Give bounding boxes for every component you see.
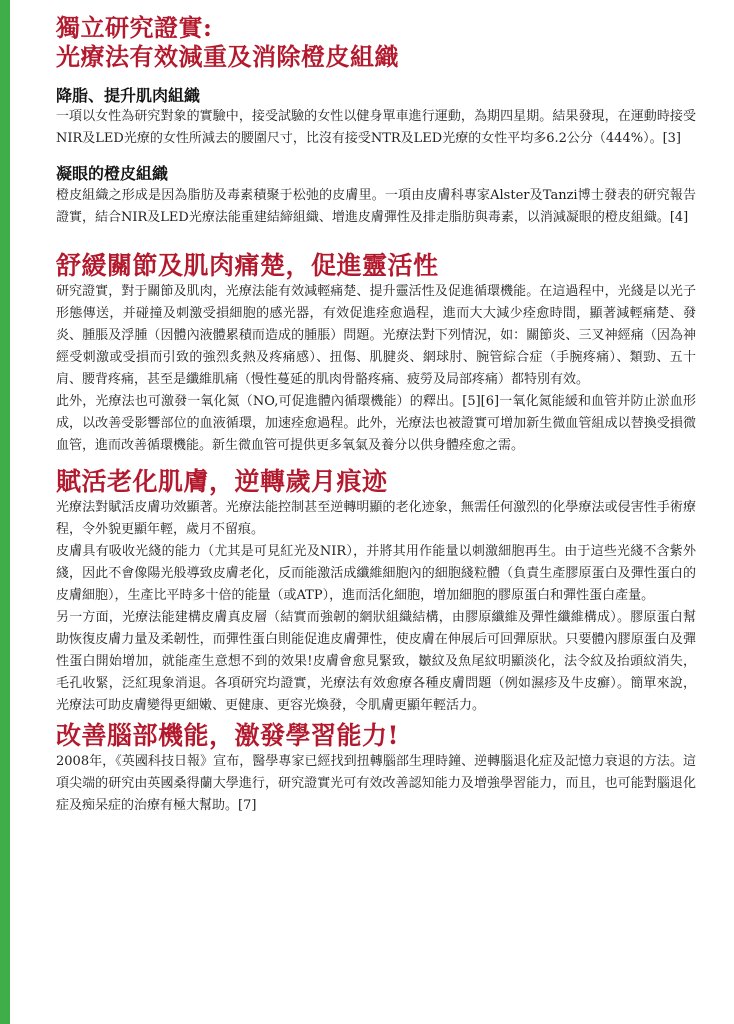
title-line-2: 光療法有效減重及消除橙皮組織 <box>56 41 399 71</box>
brain-heading: 改善腦部機能，激發學習能力! <box>56 721 399 751</box>
brain-body: 2008年，《英國科技日報》宣布，醫學專家已經找到扭轉腦部生理時鐘、逆轉腦退化症及記憶力衰退的方法。這項尖端的研究由英國桑得蘭大學進行，研究證實光可有效改善認知能力及增強學習能力，而且，也可能對腦退化症及痴呆症的治療有極大幫助。[7] <box>56 754 696 814</box>
green-edge-strip <box>0 0 10 1024</box>
pain-paragraph-2: 此外，光療法也可激發一氧化氮（NO,可促進體內循環機能）的釋出。[5][6]一氧化氮能緩和血管并防止淤血形成，以改善受影響部位的血液循環，加速痊愈過程。此外，光療法也被證實可增加新生微血管組成以替換受損微血管，進而改善循環機能。新生微血管可提供更多氧氣及養分以供身體痊愈之需。 <box>56 394 696 454</box>
pain-paragraph-1: 研究證實，對于關節及肌肉，光療法能有效減輕痛楚、提升靈活性及促進循環機能。在這過程中，光綫是以光子形態傳送，并碰撞及刺激受損細胞的感光器，有效促進痊愈過程，進而大大減少痊愈時間，顯著減輕痛楚、發炎、腫脹及浮腫（因體內液體累積而造成的腫脹）問題。光療法對下列情況，如：關節炎、三叉神經痛（因為神經受刺激或受損而引致的強烈炙熱及疼痛感）、扭傷、肌腱炎、網球肘、腕管綜合症（手腕疼痛）、類勁、五十肩、腰背疼痛，甚至是纖維肌痛（慢性蔓延的肌肉骨骼疼痛、疲勞及局部疼痛）都特別有效。 <box>56 284 696 388</box>
aging-paragraph-1: 光療法對賦活皮膚功效顯著。光療法能控制甚至逆轉明顯的老化迹象，無需任何激烈的化學療法或侵害性手術療程，令外貌更顯年輕，歲月不留痕。 <box>56 500 696 538</box>
fat-heading: 降脂、提升肌肉組織 <box>56 85 201 105</box>
pain-heading: 舒緩關節及肌肉痛楚，促進靈活性 <box>56 251 439 281</box>
aging-heading: 賦活老化肌膚，逆轉歲月痕迹 <box>56 467 388 497</box>
aging-paragraph-3: 另一方面，光療法能建構皮膚真皮層（結實而強韌的網狀組織結構，由膠原纖維及彈性纖維構成）。膠原蛋白幫助恢復皮膚力量及柔韌性，而彈性蛋白則能促進皮膚彈性，使皮膚在伸展后可回彈原狀。只要體內膠原蛋白及彈性蛋白開始增加，就能產生意想不到的效果!皮膚會愈見緊致，皺紋及魚尾紋明顯淡化，法令紋及抬頭紋消失，毛孔收緊，泛紅現象消退。各項研究均證實，光療法有效愈療各種皮膚問題（例如濕疹及牛皮癬）。簡單來說，光療法可助皮膚變得更細嫩、更健康、更容光煥發，令肌膚更顯年輕活力。 <box>56 610 696 714</box>
cellulite-heading: 凝眼的橙皮組織 <box>56 164 169 184</box>
title-line-1: 獨立研究證實: <box>56 13 213 42</box>
cellulite-body: 橙皮組織之形成是因為脂肪及毒素積聚于松弛的皮膚里。一項由皮膚科專家Alster及Tanzi博士發表的研究報告證實，結合NIR及LED光療法能重建結締組織、增進皮膚彈性及排走脂肪與毒素，以消減凝眼的橙皮組織。[4] <box>56 188 696 226</box>
fat-body: 一項以女性為研究對象的實驗中，接受試驗的女性以健身單車進行運動，為期四星期。結果發現，在運動時接受NIR及LED光療的女性所減去的腰圍尺寸，比沒有接受NTR及LED光療的女性平均多6.2公分（444%）。[3] <box>56 109 696 147</box>
aging-paragraph-2: 皮膚具有吸收光綫的能力（尤其是可見紅光及NIR），并將其用作能量以刺激細胞再生。由于這些光綫不含紫外綫，因此不會像陽光般導致皮膚老化，反而能激活成纖維細胞內的細胞綫粒體（負責生產膠原蛋白及彈性蛋白的皮膚細胞），生產比平時多十倍的能量（或ATP），進而活化細胞，增加細胞的膠原蛋白和彈性蛋白產量。 <box>56 544 696 604</box>
article-content <box>56 14 696 817</box>
